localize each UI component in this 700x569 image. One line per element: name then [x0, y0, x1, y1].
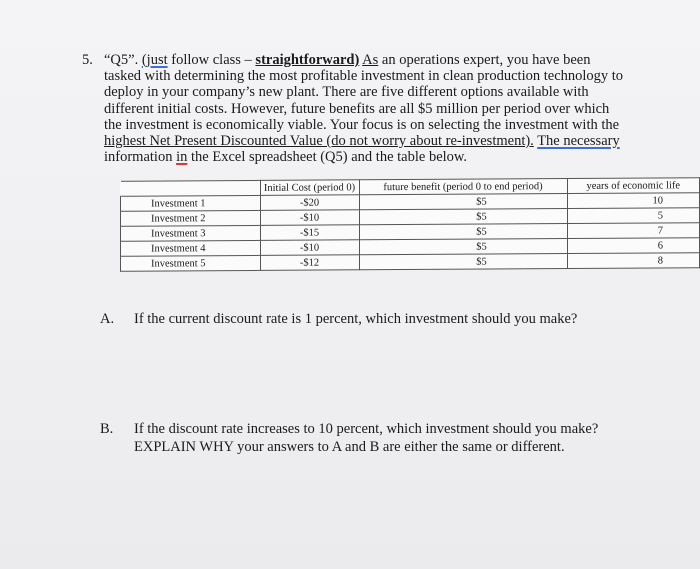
economic-life: 6 — [567, 238, 700, 254]
straightforward-text: straightforward) — [255, 52, 360, 68]
question-line-1-rest: an operations expert, you have been — [381, 52, 591, 68]
question-line-1 — [104, 52, 634, 68]
part-a-label: A. — [100, 311, 115, 327]
question-text — [104, 52, 634, 165]
investment-table — [120, 177, 700, 272]
future-benefit: $5 — [359, 224, 567, 240]
initial-cost: -$10 — [260, 240, 359, 256]
question-line-4: different initial costs. However, future benefits are all $5 million per period over which — [104, 100, 610, 117]
question-line-7c: the Excel spreadsheet (Q5) and the table below. — [191, 149, 468, 166]
investment-name: Investment 3 — [121, 225, 261, 241]
table-header-blank — [121, 180, 261, 196]
initial-cost: -$20 — [260, 195, 359, 211]
investment-name: Investment 1 — [121, 195, 261, 211]
follow-class-text: follow class – — [171, 52, 252, 68]
investment-name: Investment 5 — [121, 255, 261, 271]
initial-cost: -$10 — [260, 210, 359, 226]
question-line-7a: information — [104, 149, 173, 166]
table-header-cell: future benefit (period 0 to end period) — [359, 179, 567, 195]
investment-name: Investment 4 — [121, 240, 261, 256]
paren-just: (just — [141, 52, 168, 68]
future-benefit: $5 — [359, 209, 567, 225]
table-header-cell: Initial Cost (period 0) — [260, 180, 359, 196]
future-benefit: $5 — [359, 254, 567, 270]
question-line-5: the investment is economically viable. Your focus is on selecting the investment with the — [104, 116, 620, 133]
economic-life: 7 — [567, 223, 700, 239]
initial-cost: -$12 — [260, 255, 359, 271]
part-b-label: B. — [100, 421, 114, 437]
table-row — [121, 253, 700, 272]
question-number: 5. — [82, 52, 93, 68]
part-b-text-2: EXPLAIN WHY your answers to A and B are either the same or different. — [134, 439, 565, 455]
question-line-3: deploy in your company’s new plant. There are five different options available with — [104, 84, 589, 101]
question-line-7b: in — [176, 149, 188, 166]
initial-cost: -$15 — [260, 225, 359, 241]
question-line-6a: highest Net Present Discounted Value (do not worry about re-investment). — [104, 133, 534, 150]
future-benefit: $5 — [359, 194, 567, 210]
table-header-cell: years of economic life — [567, 178, 700, 194]
as-text: As — [362, 52, 379, 68]
part-a-text: If the current discount rate is 1 percent, which investment should you make? — [134, 311, 578, 327]
question-line-6 — [104, 133, 634, 149]
question-label: “Q5”. — [104, 52, 139, 68]
investment-name: Investment 2 — [121, 210, 261, 226]
economic-life: 8 — [567, 253, 700, 269]
economic-life: 5 — [567, 208, 700, 224]
part-b-text-1: If the discount rate increases to 10 percent, which investment should you make? — [134, 421, 599, 437]
question-line-7 — [104, 149, 634, 165]
future-benefit: $5 — [359, 239, 567, 255]
question-line-6b: The necessary — [537, 133, 620, 150]
economic-life: 10 — [567, 193, 700, 209]
question-line-2: tasked with determining the most profitable investment in clean production technology to — [104, 68, 624, 85]
